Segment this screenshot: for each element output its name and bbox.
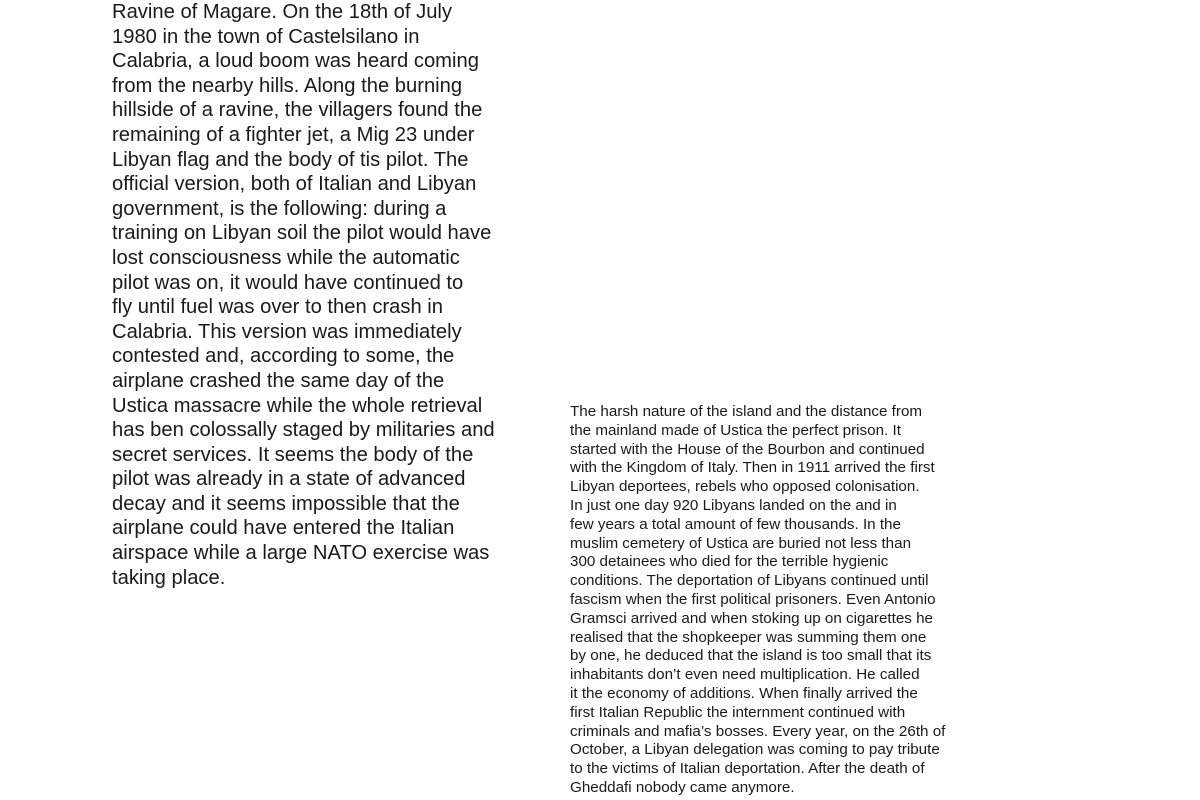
text-line: In just one day 920 Libyans landed on the and in xyxy=(570,496,897,514)
text-line: by one, he deduced that the island is too small that its xyxy=(570,647,932,665)
text-line: criminals and mafia’s bosses. Every year, on the 26th of xyxy=(570,722,946,740)
text-line: Gramsci arrived and when stoking up on cigarettes he xyxy=(570,609,934,627)
text-line: Calabria. This version was immediately xyxy=(112,320,462,343)
text-line: airplane could have entered the Italian xyxy=(112,517,455,540)
text-line: pilot was already in a state of advanced xyxy=(112,468,466,491)
text-line: it the economy of additions. When finally arrived the xyxy=(570,684,918,702)
text-line: pilot was on, it would have continued to xyxy=(112,271,464,294)
text-line: remaining of a fighter jet, a Mig 23 under xyxy=(112,123,475,146)
magare-ravine-paragraph xyxy=(112,0,522,590)
text-line: October, a Libyan delegation was coming to pay tribute xyxy=(570,741,940,759)
text-line: Ustica massacre while the whole retrieval xyxy=(112,394,483,417)
text-line: 300 detainees who died for the terrible hygienic xyxy=(570,553,889,571)
text-line: has ben colossally staged by militaries and xyxy=(112,419,495,442)
text-line: Calabria, a loud boom was heard coming xyxy=(112,50,479,73)
text-line: secret services. It seems the body of the xyxy=(112,443,474,466)
text-line: inhabitants don’t even need multiplication. He called xyxy=(570,666,920,684)
text-line: The harsh nature of the island and the distance from xyxy=(570,403,923,420)
ustica-prison-paragraph xyxy=(570,403,980,798)
text-line: fascism when the first political prisoners. Even Antonio xyxy=(570,590,936,608)
text-line: training on Libyan soil the pilot would have xyxy=(112,222,492,245)
text-line: government, is the following: during a xyxy=(112,197,447,220)
text-line: 1980 in the town of Castelsilano in xyxy=(112,25,420,48)
text-line: decay and it seems impossible that the xyxy=(112,492,460,515)
text-line: started with the House of the Bourbon and continued xyxy=(570,440,925,458)
text-line: few years a total amount of few thousands. In the xyxy=(570,515,901,533)
text-line: taking place. xyxy=(112,566,226,589)
text-line: Gheddafi nobody came anymore. xyxy=(570,778,795,796)
text-line: to the victims of Italian deportation. After the death of xyxy=(570,760,925,778)
text-line: lost consciousness while the automatic xyxy=(112,246,460,269)
text-line: conditions. The deportation of Libyans continued until xyxy=(570,572,929,590)
text-line: the mainland made of Ustica the perfect prison. It xyxy=(570,421,901,439)
text-line: fly until fuel was over to then crash in xyxy=(112,296,444,319)
text-line: muslim cemetery of Ustica are buried not less than xyxy=(570,534,912,552)
text-line: airspace while a large NATO exercise was xyxy=(112,542,490,565)
text-line: Libyan flag and the body of tis pilot. The xyxy=(112,148,469,171)
text-line: with the Kingdom of Italy. Then in 1911 arrived the first xyxy=(570,459,935,477)
text-line: Libyan deportees, rebels who opposed colonisation. xyxy=(570,478,920,496)
text-line: realised that the shopkeeper was summing them one xyxy=(570,628,927,646)
text-line: airplane crashed the same day of the xyxy=(112,369,445,392)
text-line: hillside of a ravine, the villagers found the xyxy=(112,99,483,122)
text-line: contested and, according to some, the xyxy=(112,345,455,368)
text-line: official version, both of Italian and Libyan xyxy=(112,173,477,196)
text-line: first Italian Republic the internment continued with xyxy=(570,703,906,721)
text-line: from the nearby hills. Along the burning xyxy=(112,74,463,97)
text-line: Ravine of Magare. On the 18th of July xyxy=(112,1,453,23)
